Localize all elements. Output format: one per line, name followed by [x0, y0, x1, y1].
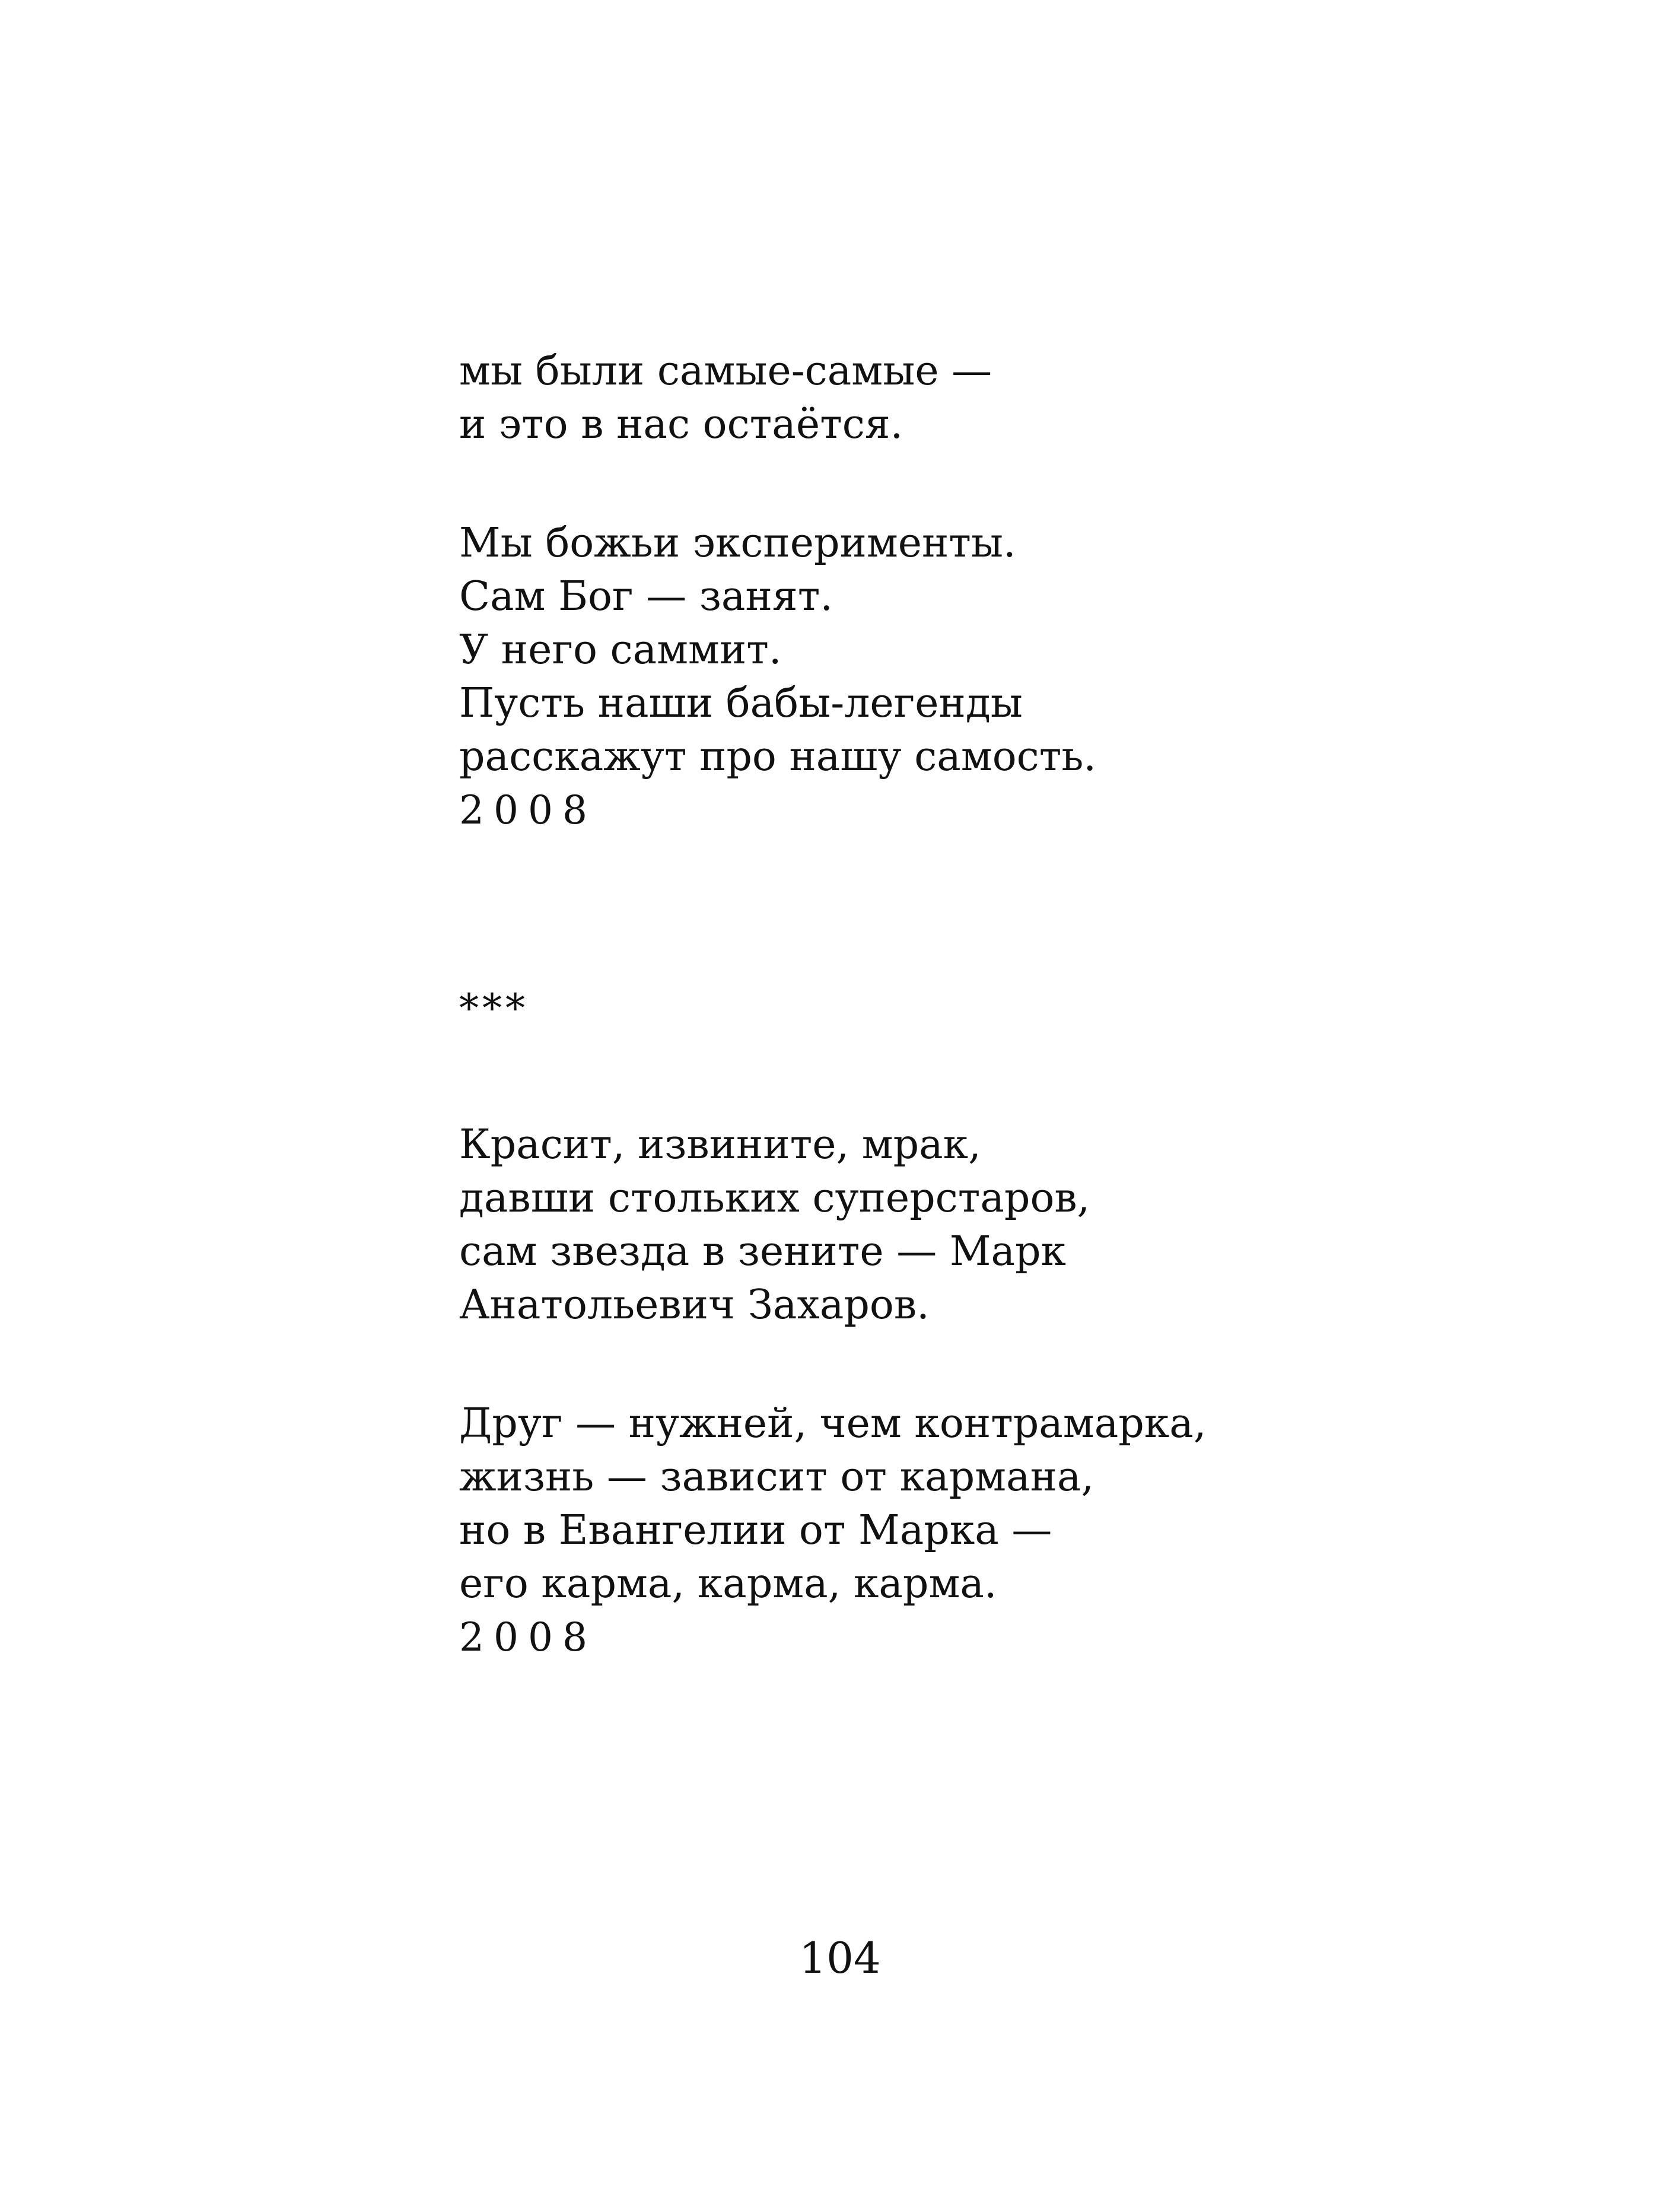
poem-line: жизнь — зависит от кармана,: [459, 1454, 1094, 1501]
poem-line: давши стольких суперстаров,: [459, 1175, 1090, 1222]
poem-line: но в Евангелии от Марка —: [459, 1507, 1052, 1554]
stanza-gap: [459, 1332, 1586, 1397]
poem-line: У него саммит.: [459, 627, 782, 673]
poem-line: мы были самые-самые —: [459, 348, 992, 395]
poem-1-stanza-1: [459, 345, 1586, 452]
poem-line: Красит, извините, мрак,: [459, 1121, 981, 1168]
poem-line: сам звезда в зените — Марк: [459, 1228, 1067, 1275]
poem-1-year: 2008: [459, 787, 597, 833]
poem-gap: [459, 837, 1586, 982]
poem-line: Сам Бог — занят.: [459, 573, 833, 620]
poem-line: Мы божьи эксперименты.: [459, 520, 1016, 567]
poem-line: и это в нас остаётся.: [459, 401, 903, 448]
poem-line: расскажут про нашу самость.: [459, 733, 1096, 780]
page-number: 104: [799, 1933, 881, 1983]
poem-line: Анатольевич Захаров.: [459, 1282, 930, 1328]
stanza-gap: [459, 452, 1586, 517]
poem-2-stanza-1: [459, 1118, 1586, 1332]
separator-gap: [459, 1035, 1586, 1118]
poem-1-stanza-2: [459, 517, 1586, 784]
poem-2-year: 2008: [459, 1614, 597, 1660]
poem-line: его карма, карма, карма.: [459, 1560, 997, 1607]
section-separator: ***: [459, 986, 529, 1031]
poem-1: [459, 345, 1586, 837]
poem-2-stanza-2: [459, 1397, 1586, 1611]
poems-text-block: [459, 345, 1586, 1664]
poem-2: [459, 1118, 1586, 1664]
poem-line: Друг — нужней, чем контрамарка,: [459, 1400, 1207, 1447]
poem-line: Пусть наши бабы-легенды: [459, 680, 1023, 727]
